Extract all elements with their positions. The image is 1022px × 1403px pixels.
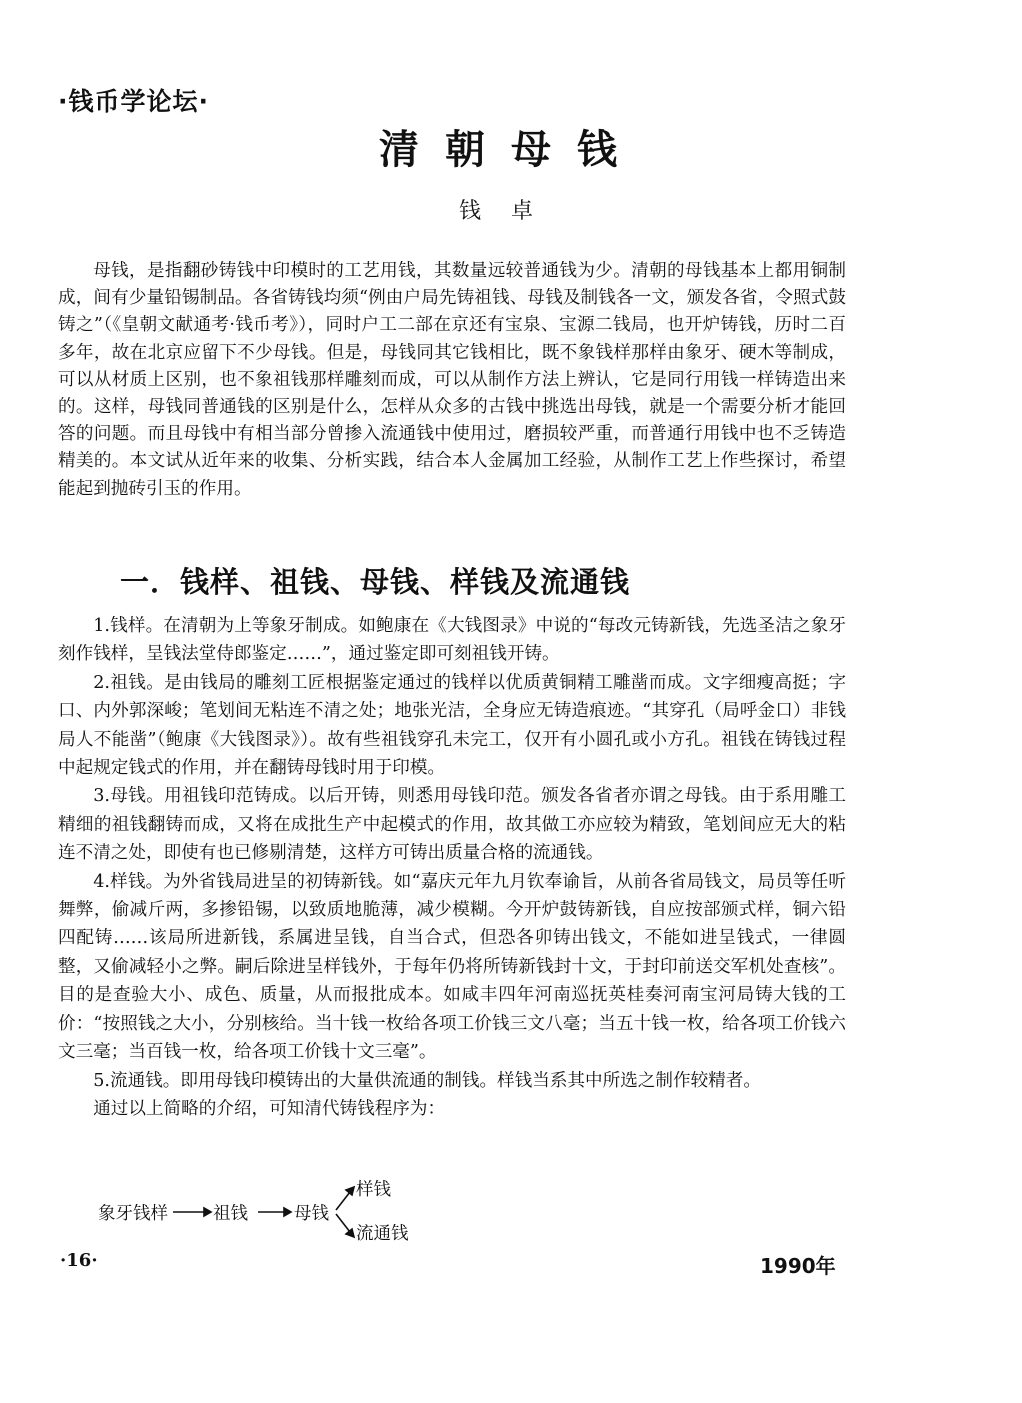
column-label: ·钱币学论坛· (58, 87, 209, 116)
abstract-paragraph: 母钱，是指翻砂铸钱中印模时的工艺用钱，其数量远较普通钱为少。清朝的母钱基本上都用铜制成，间有少量铅锡制品。各省铸钱均须“例由户局先铸祖钱、母钱及制钱各一文，颁发各省，令照式鼓铸之”（《皇朝文献通考·钱币考》），同时户工二部在京还有宝泉、宝源二钱局，也开炉铸钱，历时二百多年，故在北京应留下不少母钱。但是，母钱同其它钱相比，既不象钱样那样由象牙、硬木等制成，可以从材质上区别，也不象祖钱那样雕刻而成，可以从制作方法上辨认，它是同行用钱一样铸造出来的。这样，母钱同普通钱的区别是什么，怎样从众多的古钱中挑选出母钱，就是一个需要分析才能回答的问题。而且母钱中有相当部分曾掺入流通钱中使用过，磨损较严重，而普通行用钱中也不乏铸造精美的。本文试从近年来的收集、分析实践，结合本人金属加工经验，从制作工艺上作些探讨，希望能起到抛砖引玉的作用。 (58, 261, 846, 499)
item-muqian: 3.母钱。用祖钱印范铸成。以后开铸，则悉用母钱印范。颁发各省者亦谓之母钱。由于系用雕工精细的祖钱翻铸而成，又将在成批生产中起模式的作用，故其做工亦应较为精致，笔划间应无大的粘连不清之处，即使有也已修剔清楚，这样方可铸出质量合格的流通钱。 (58, 786, 846, 864)
item-yangqian: 4.样钱。为外省钱局进呈的初铸新钱。如“嘉庆元年九月钦奉谕旨，从前各省局钱文，局员等任听舞弊，偷减斤两，多掺铅锡，以致质地脆薄，减少模糊。今开炉鼓铸新钱，自应按部颁式样，铜六铅四配铸……该局所进新钱，系属进呈钱，自当合式，但恐各卯铸出钱文，不能如进呈钱式，一律圆整，又偷减轻小之弊。嗣后除进呈样钱外，于每年仍将所铸新钱封十文，于封印前送交军机处查核”。目的是查验大小、成色、质量，从而报批成本。如咸丰四年河南巡抚英桂奏河南宝河局铸大钱的工价：“按照钱之大小，分别核给。当十钱一枚给各项工价钱三文八毫；当五十钱一枚，给各项工价钱六文三毫；当百钱一枚，给各项工价钱十文三毫”。 (58, 871, 846, 1063)
section-items (58, 612, 846, 1123)
flow-branch-liutongqian: 流通钱 (356, 1224, 409, 1244)
process-intro: 通过以上简略的介绍，可知清代铸钱程序为： (93, 1098, 446, 1119)
item-zuqian: 2.祖钱。是由钱局的雕刻工匠根据鉴定通过的钱样以优质黄铜精工雕凿而成。文字细瘦高挺；字口、内外郭深峻；笔划间无粘连不清之处；地张光洁，全身应无铸造痕迹。“其穿孔（局呼金口）非钱局人不能凿”（鲍康《大钱图录》）。故有些祖钱穿孔未完工，仅开有小圆孔或小方孔。祖钱在铸钱过程中起规定钱式的作用，并在翻铸母钱时用于印模。 (58, 672, 846, 779)
flow-step-ivory-sample: 象牙钱样 (98, 1204, 168, 1224)
article-title: 清朝母钱 (379, 126, 643, 173)
flow-step-muqian: 母钱 (294, 1204, 329, 1224)
flow-step-zuqian: 祖钱 (213, 1204, 248, 1224)
article-author: 钱卓 (458, 199, 563, 224)
page-number: ·16· (60, 1250, 98, 1271)
process-flow-diagram (98, 1176, 438, 1246)
item-qianyang: 1.钱样。在清朝为上等象牙制成。如鲍康在《大钱图录》中说的“每改元铸新钱，先选圣洁之象牙刻作钱样，呈钱法堂侍郎鉴定……”，通过鉴定即可刻祖钱开铸。 (58, 616, 846, 665)
section-heading: 一．钱样、祖钱、母钱、样钱及流通钱 (120, 565, 631, 599)
issue-year: 1990年 (760, 1254, 836, 1278)
abstract (58, 258, 846, 503)
flow-branch-yangqian: 样钱 (356, 1180, 391, 1200)
item-liutongqian: 5.流通钱。即用母钱印模铸出的大量供流通的制钱。样钱当系其中所选之制作较精者。 (93, 1070, 761, 1091)
